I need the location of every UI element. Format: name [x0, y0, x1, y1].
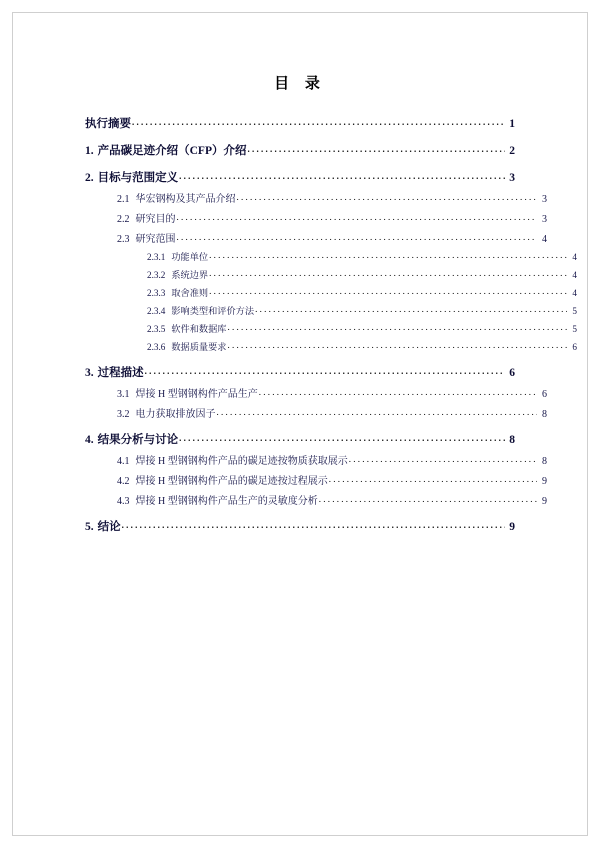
toc-entry-number: 2.3.3 — [147, 288, 166, 298]
toc-entry-number: 3.2 — [117, 409, 130, 420]
toc-entry-text: 焊接 H 型钢钢构件产品生产 — [135, 389, 258, 400]
table-of-contents — [85, 104, 577, 534]
toc-entry-label — [117, 472, 328, 487]
toc-leader-dots — [259, 387, 537, 398]
toc-entry-page-number: 9 — [542, 476, 547, 487]
toc-entry[interactable] — [85, 487, 547, 507]
toc-entry[interactable] — [85, 335, 577, 353]
toc-entry-text: 焊接 H 型钢钢构件产品的碳足迹按过程展示 — [135, 476, 328, 487]
toc-entry[interactable] — [85, 225, 547, 245]
toc-entry-text: 产品碳足迹介绍（CFP）介绍 — [97, 145, 247, 157]
toc-leader-dots — [255, 304, 567, 314]
toc-entry-page-number: 3 — [509, 172, 515, 184]
toc-entry-number: 2.3 — [117, 234, 130, 245]
toc-entry-text: 过程描述 — [97, 367, 144, 379]
toc-entry[interactable] — [85, 447, 547, 467]
toc-entry-page-number: 3 — [542, 214, 547, 225]
toc-entry-page-number: 4 — [572, 270, 577, 280]
toc-entry-label — [147, 321, 227, 335]
toc-entry-text: 焊接 H 型钢钢构件产品生产的灵敏度分析 — [135, 496, 318, 507]
toc-entry-page-number: 9 — [509, 521, 515, 533]
toc-entry[interactable] — [85, 205, 547, 225]
toc-entry-number: 4. — [85, 434, 94, 446]
toc-leader-dots — [349, 454, 537, 465]
toc-entry[interactable] — [85, 420, 515, 447]
toc-entry-page-number: 4 — [542, 234, 547, 245]
toc-leader-dots — [228, 340, 568, 350]
toc-entry-page-number: 4 — [572, 288, 577, 298]
toc-entry-page-number: 5 — [572, 324, 577, 334]
toc-entry-label — [147, 249, 208, 263]
toc-leader-dots — [217, 407, 538, 418]
toc-leader-dots — [228, 322, 568, 332]
toc-entry-number: 2.3.5 — [147, 324, 166, 334]
toc-entry-number: 2. — [85, 172, 94, 184]
toc-entry-text: 结论 — [97, 521, 121, 533]
toc-leader-dots — [209, 268, 567, 278]
toc-entry-number: 2.1 — [117, 194, 130, 205]
toc-entry-number: 2.3.1 — [147, 252, 166, 262]
toc-entry-label — [147, 303, 254, 317]
toc-entry-page-number: 6 — [509, 367, 515, 379]
toc-entry-page-number: 5 — [572, 306, 577, 316]
toc-entry[interactable] — [85, 158, 515, 185]
toc-entry-text: 结果分析与讨论 — [97, 434, 179, 446]
toc-entry[interactable] — [85, 185, 547, 205]
toc-entry-page-number: 3 — [542, 194, 547, 205]
toc-entry-number: 4.3 — [117, 496, 130, 507]
toc-entry-text: 焊接 H 型钢钢构件产品的碳足迹按物质获取展示 — [135, 456, 348, 467]
toc-entry-text: 研究目的 — [135, 214, 176, 225]
toc-entry-number: 5. — [85, 521, 94, 533]
toc-entry-label — [117, 385, 258, 400]
toc-entry[interactable] — [85, 400, 547, 420]
toc-entry-page-number: 2 — [509, 145, 515, 157]
toc-entry-text: 系统边界 — [171, 270, 209, 280]
toc-entry-label — [117, 452, 348, 467]
toc-entry[interactable] — [85, 317, 577, 335]
toc-entry[interactable] — [85, 353, 515, 380]
toc-entry-number: 4.2 — [117, 476, 130, 487]
toc-entry[interactable] — [85, 131, 515, 158]
toc-leader-dots — [177, 212, 538, 223]
toc-entry-page-number: 8 — [542, 456, 547, 467]
toc-entry-label — [147, 267, 208, 281]
toc-entry-number: 2.2 — [117, 214, 130, 225]
toc-entry-label — [147, 339, 227, 353]
toc-entry-text: 执行摘要 — [85, 118, 131, 130]
toc-entry-page-number: 8 — [509, 434, 515, 446]
toc-entry-number: 2.3.4 — [147, 306, 166, 316]
toc-entry-text: 取舍准则 — [171, 288, 209, 298]
toc-leader-dots — [179, 170, 505, 182]
toc-leader-dots — [329, 474, 537, 485]
toc-entry-page-number: 6 — [572, 342, 577, 352]
toc-entry-label — [117, 210, 176, 225]
toc-leader-dots — [177, 232, 538, 243]
toc-leader-dots — [122, 519, 505, 531]
toc-entry-label — [117, 492, 318, 507]
toc-entry-page-number: 6 — [542, 389, 547, 400]
toc-entry-page-number: 1 — [509, 118, 515, 130]
toc-entry-number: 1. — [85, 145, 94, 157]
toc-leader-dots — [145, 365, 505, 377]
toc-leader-dots — [247, 143, 505, 155]
toc-entry[interactable] — [85, 380, 547, 400]
toc-leader-dots — [209, 286, 567, 296]
toc-entry[interactable] — [85, 467, 547, 487]
toc-entry-text: 华宏钢构及其产品介绍 — [135, 194, 236, 205]
toc-entry-label — [85, 169, 178, 185]
toc-entry[interactable] — [85, 507, 515, 534]
toc-entry-label — [85, 115, 131, 131]
toc-entry-page-number: 4 — [572, 252, 577, 262]
page-title: 目 录 — [274, 76, 326, 92]
toc-entry-page-number: 8 — [542, 409, 547, 420]
toc-entry-number: 3.1 — [117, 389, 130, 400]
toc-entry[interactable] — [85, 281, 577, 299]
toc-entry-text: 目标与范围定义 — [97, 172, 179, 184]
toc-entry-page-number: 9 — [542, 496, 547, 507]
toc-entry-label — [85, 518, 121, 534]
toc-entry-text: 软件和数据库 — [171, 324, 227, 334]
toc-entry[interactable] — [85, 245, 577, 263]
toc-entry-label — [85, 142, 246, 158]
toc-entry-number: 2.3.2 — [147, 270, 166, 280]
toc-entry-label — [117, 405, 216, 420]
toc-entry-number: 4.1 — [117, 456, 130, 467]
toc-entry-label — [147, 285, 208, 299]
toc-entry-number: 3. — [85, 367, 94, 379]
toc-entry-text: 影响类型和评价方法 — [171, 306, 255, 316]
toc-leader-dots — [237, 192, 538, 203]
toc-leader-dots — [209, 250, 567, 260]
toc-entry-label — [85, 364, 144, 380]
toc-leader-dots — [319, 494, 537, 505]
toc-leader-dots — [179, 432, 505, 444]
toc-entry-label — [117, 190, 236, 205]
toc-entry[interactable] — [85, 263, 577, 281]
toc-entry-text: 功能单位 — [171, 252, 209, 262]
toc-entry-label — [117, 230, 176, 245]
toc-entry-label — [85, 431, 178, 447]
toc-entry-text: 研究范围 — [135, 234, 176, 245]
toc-entry-text: 数据质量要求 — [171, 342, 227, 352]
toc-leader-dots — [132, 116, 505, 128]
toc-entry[interactable] — [85, 104, 515, 131]
toc-entry[interactable] — [85, 299, 577, 317]
toc-entry-text: 电力获取排放因子 — [135, 409, 216, 420]
toc-entry-number: 2.3.6 — [147, 342, 166, 352]
